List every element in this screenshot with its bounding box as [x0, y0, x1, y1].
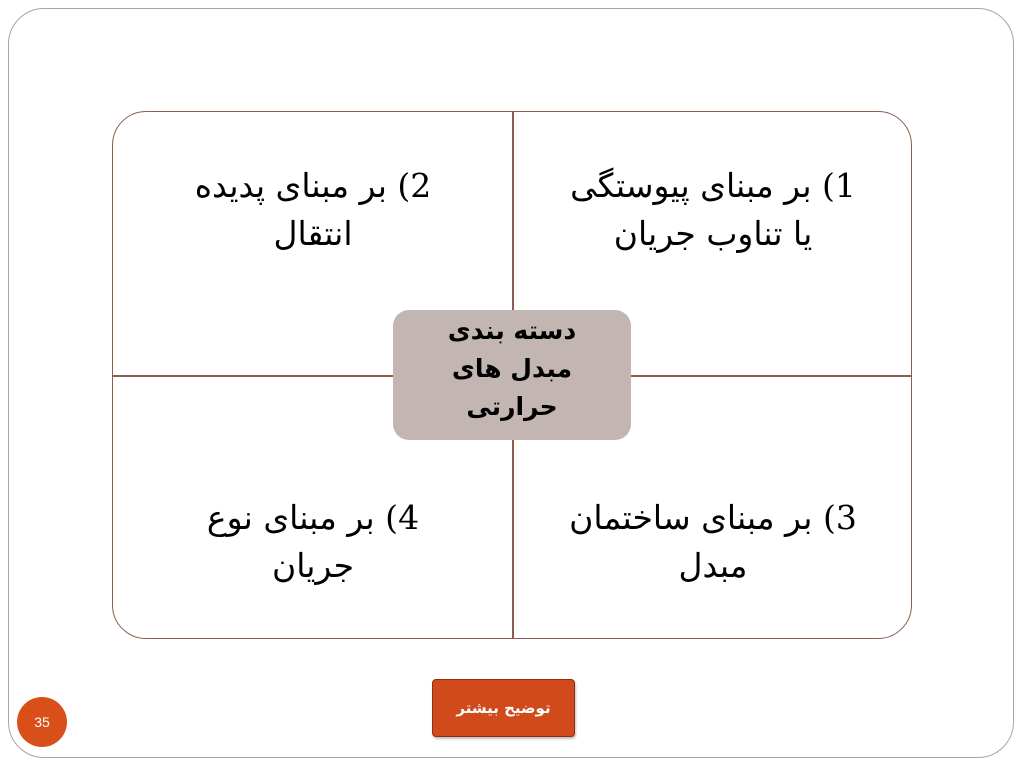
quadrant-flow-type-line-1: 4) بر مبنای نوع	[206, 498, 420, 537]
quadrant-continuity-line-1: 1) بر مبنای پیوستگی	[570, 166, 856, 205]
quadrant-transfer-line-1: 2) بر مبنای پدیده	[194, 166, 432, 205]
quadrant-transfer-line-2: انتقال	[273, 214, 353, 253]
quadrant-continuity-line-2: یا تناوب جریان	[613, 214, 813, 253]
more-info-button[interactable]: توضیح بیشتر	[432, 679, 575, 737]
quadrant-flow-type-line-2: جریان	[271, 546, 355, 585]
page-number-badge: 35	[17, 697, 67, 747]
center-line-2: مبدل های	[451, 354, 573, 383]
center-line-3: حرارتی	[466, 392, 558, 421]
center-line-1: دسته بندی	[447, 316, 577, 345]
quadrant-construction-line-2: مبدل	[678, 546, 748, 585]
center-classification-box	[393, 310, 631, 440]
quadrant-construction-line-1: 3) بر مبنای ساختمان	[569, 498, 857, 537]
